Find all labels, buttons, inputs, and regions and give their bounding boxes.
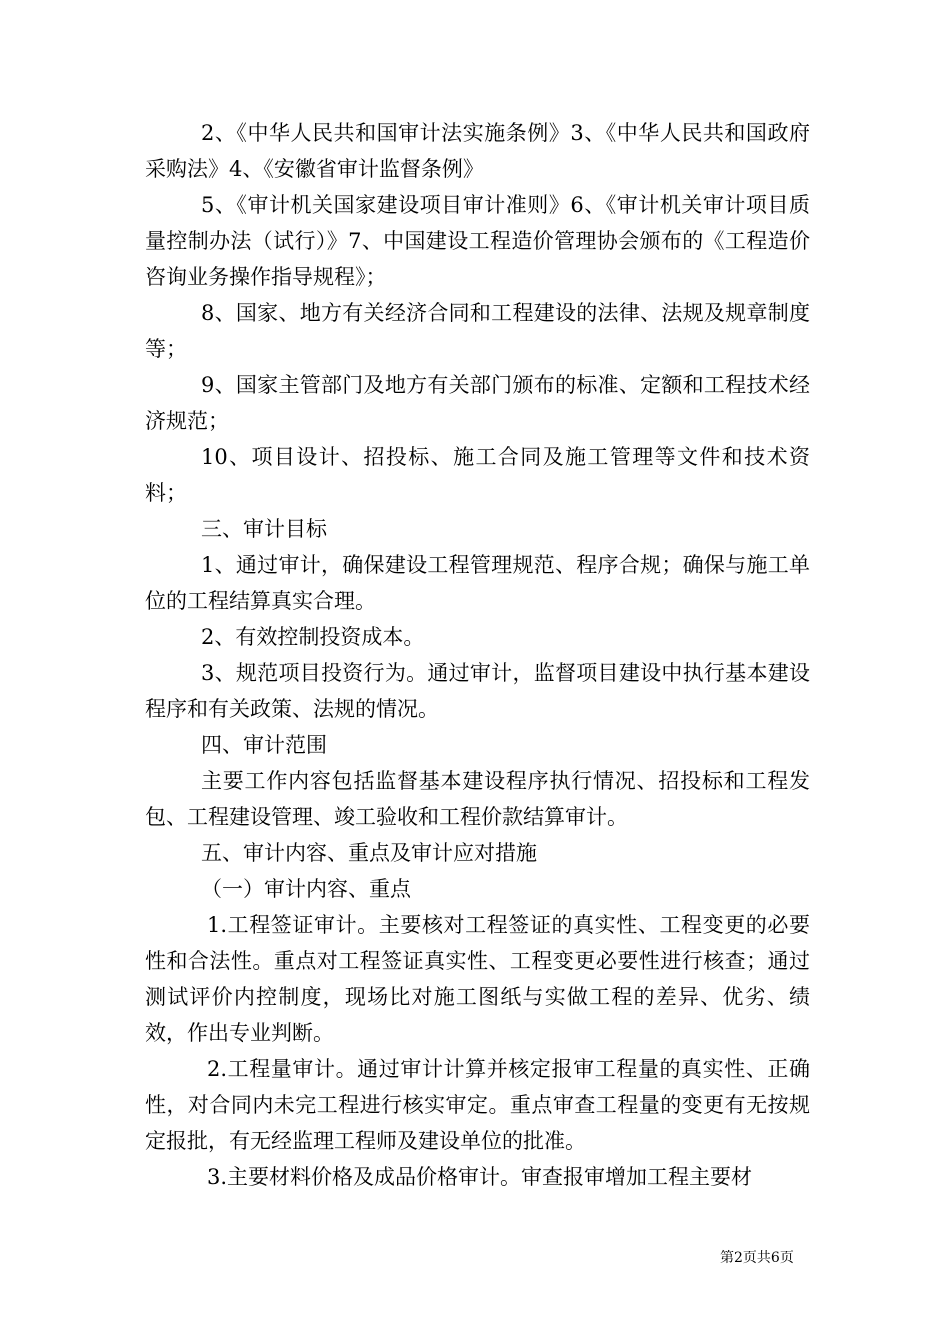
paragraph: 1、通过审计，确保建设工程管理规范、程序合规；确保与施工单位的工程结算真实合理。 (145, 553, 810, 613)
paragraph: 5、《审计机关国家建设项目审计准则》6、《审计机关审计项目质量控制办法（试行）》7、中国建设工程造价管理协会颁布的《工程造价咨询业务操作指导规程》； (145, 193, 810, 289)
subsection-heading: （一）审计内容、重点 (201, 877, 411, 901)
paragraph: 1.工程签证审计。主要核对工程签证的真实性、工程变更的必要性和合法性。重点对工程签证真实性、工程变更必要性进行核查；通过测试评价内控制度，现场比对施工图纸与实做工程的差异、优劣、绩效，作出专业判断。 (145, 913, 810, 1045)
paragraph: 主要工作内容包括监督基本建设程序执行情况、招投标和工程发包、工程建设管理、竣工验收和工程价款结算审计。 (145, 769, 810, 829)
page-number: 第2页共6页 (720, 1250, 794, 1266)
paragraph: 2.工程量审计。通过审计计算并核定报审工程量的真实性、正确性，对合同内未完工程进行核实审定。重点审查工程量的变更有无按规定报批，有无经监理工程师及建设单位的批准。 (145, 1057, 810, 1153)
paragraph: 3、规范项目投资行为。通过审计，监督项目建设中执行基本建设程序和有关政策、法规的情况。 (145, 661, 810, 721)
section-heading: 四、审计范围 (201, 733, 327, 757)
paragraph: 8、国家、地方有关经济合同和工程建设的法律、法规及规章制度等； (145, 301, 810, 361)
paragraph: 3.主要材料价格及成品价格审计。审查报审增加工程主要材 (207, 1165, 753, 1189)
section-heading: 三、审计目标 (201, 517, 327, 541)
section-heading: 五、审计内容、重点及审计应对措施 (201, 841, 537, 865)
paragraph: 2、有效控制投资成本。 (201, 625, 425, 649)
paragraph: 2、《中华人民共和国审计法实施条例》3、《中华人民共和国政府采购法》4、《安徽省审计监督条例》 (145, 121, 810, 181)
paragraph: 9、国家主管部门及地方有关部门颁布的标准、定额和工程技术经济规范； (145, 373, 810, 433)
paragraph: 10、项目设计、招投标、施工合同及施工管理等文件和技术资料； (145, 445, 810, 505)
document-body (145, 115, 810, 1195)
